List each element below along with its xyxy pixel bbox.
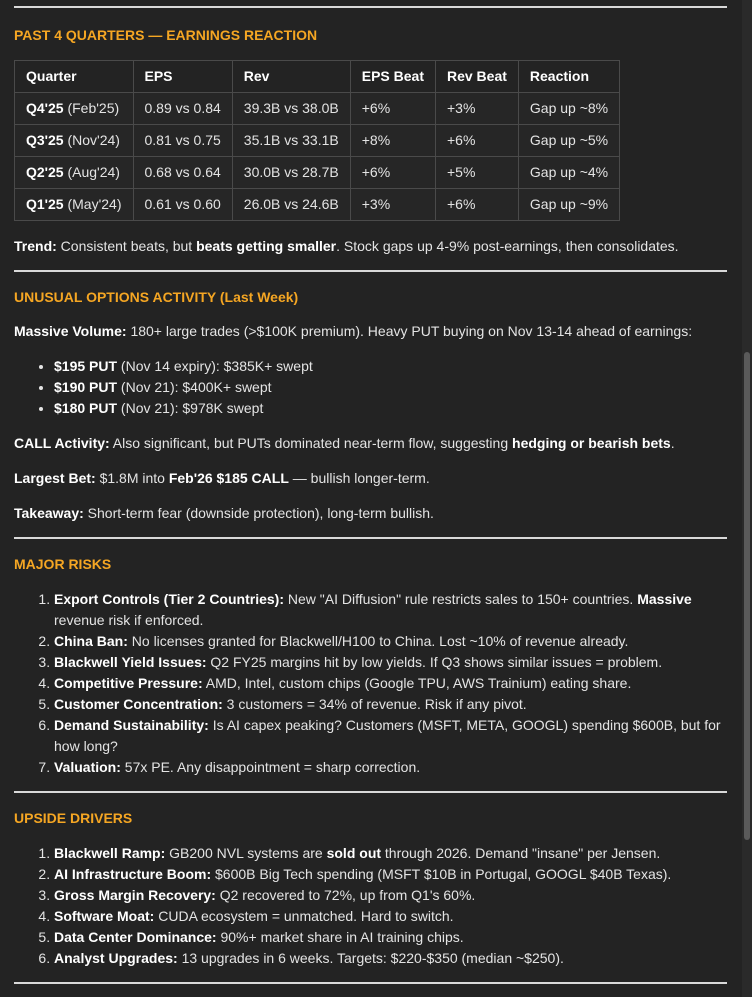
cell-rev-beat: +3%: [435, 93, 518, 125]
scrollbar-thumb[interactable]: [744, 352, 750, 840]
cell-rev-beat: +6%: [435, 125, 518, 157]
cell-reaction: Gap up ~5%: [518, 125, 619, 157]
col-header-eps: EPS: [133, 61, 232, 93]
col-header-quarter: Quarter: [15, 61, 134, 93]
cell-eps-beat: +8%: [350, 125, 435, 157]
risks-list: [14, 589, 727, 778]
list-item: 6. Analyst Upgrades: 13 upgrades in 6 weeks. Targets: $220-$350 (median ~$250).: [54, 948, 727, 969]
largest-bet-paragraph: Largest Bet: $1.8M into Feb'26 $185 CALL — bullish longer-term.: [14, 470, 430, 486]
table-row: [15, 189, 620, 221]
put-list: [14, 356, 727, 419]
cell-eps: 0.61 vs 0.60: [133, 189, 232, 221]
cell-quarter: Q2'25 (Aug'24): [15, 157, 134, 189]
earnings-table: [14, 60, 620, 221]
list-item: • $190 PUT (Nov 21): $400K+ swept: [54, 377, 727, 398]
cell-quarter: Q3'25 (Nov'24): [15, 125, 134, 157]
cell-reaction: Gap up ~4%: [518, 157, 619, 189]
col-header-rev: Rev: [232, 61, 350, 93]
col-header-eps-beat: EPS Beat: [350, 61, 435, 93]
cell-reaction: Gap up ~8%: [518, 93, 619, 125]
cell-eps: 0.89 vs 0.84: [133, 93, 232, 125]
divider: [14, 537, 727, 539]
list-item: • $195 PUT (Nov 14 expiry): $385K+ swept: [54, 356, 727, 377]
options-section-title: UNUSUAL OPTIONS ACTIVITY (Last Week): [14, 289, 299, 305]
volume-paragraph: Massive Volume: 180+ large trades (>$100K premium). Heavy PUT buying on Nov 13-14 ahead of earnings:: [14, 323, 693, 339]
list-item: 6. Demand Sustainability: Is AI capex peaking? Customers (MSFT, META, GOOGL) spending $600B, but for how long?: [54, 715, 727, 757]
list-item: 1. Export Controls (Tier 2 Countries): New "AI Diffusion" rule restricts sales to 150+ countries. Massive revenue risk if enforced.: [54, 589, 727, 631]
cell-eps-beat: +6%: [350, 93, 435, 125]
table-row: [15, 93, 620, 125]
upside-section-title: UPSIDE DRIVERS: [14, 810, 133, 826]
upside-list: [14, 843, 727, 969]
list-item: 7. Valuation: 57x PE. Any disappointment = sharp correction.: [54, 757, 727, 778]
list-item: 2. China Ban: No licenses granted for Blackwell/H100 to China. Lost ~10% of revenue already.: [54, 631, 727, 652]
list-item: 1. Blackwell Ramp: GB200 NVL systems are sold out through 2026. Demand "insane" per Jensen.: [54, 843, 727, 864]
cell-rev-beat: +5%: [435, 157, 518, 189]
cell-eps-beat: +6%: [350, 157, 435, 189]
takeaway-paragraph: Takeaway: Short-term fear (downside protection), long-term bullish.: [14, 505, 434, 521]
divider-top: [14, 6, 727, 8]
list-item: 3. Gross Margin Recovery: Q2 recovered to 72%, up from Q1's 60%.: [54, 885, 727, 906]
cell-rev: 26.0B vs 24.6B: [232, 189, 350, 221]
cell-reaction: Gap up ~9%: [518, 189, 619, 221]
divider: [14, 270, 727, 272]
cell-eps: 0.81 vs 0.75: [133, 125, 232, 157]
cell-rev-beat: +6%: [435, 189, 518, 221]
cell-quarter: Q1'25 (May'24): [15, 189, 134, 221]
call-activity-paragraph: CALL Activity: Also significant, but PUTs dominated near-term flow, suggesting hedging or bearish bets.: [14, 435, 675, 451]
table-row: [15, 125, 620, 157]
table-header-row: [15, 61, 620, 93]
scrollbar-track[interactable]: [742, 0, 752, 997]
cell-rev: 39.3B vs 38.0B: [232, 93, 350, 125]
document-body: [14, 0, 727, 984]
divider: [14, 791, 727, 793]
cell-eps: 0.68 vs 0.64: [133, 157, 232, 189]
cell-quarter: Q4'25 (Feb'25): [15, 93, 134, 125]
list-item: 5. Customer Concentration: 3 customers = 34% of revenue. Risk if any pivot.: [54, 694, 727, 715]
list-item: • $180 PUT (Nov 21): $978K swept: [54, 398, 727, 419]
col-header-rev-beat: Rev Beat: [435, 61, 518, 93]
divider-bottom: [14, 982, 727, 984]
list-item: 2. AI Infrastructure Boom: $600B Big Tech spending (MSFT $10B in Portugal, GOOGL $40B Texas).: [54, 864, 727, 885]
cell-eps-beat: +3%: [350, 189, 435, 221]
list-item: 5. Data Center Dominance: 90%+ market share in AI training chips.: [54, 927, 727, 948]
list-item: 3. Blackwell Yield Issues: Q2 FY25 margins hit by low yields. If Q3 shows similar issues = problem.: [54, 652, 727, 673]
trend-paragraph: Trend: Consistent beats, but beats getting smaller. Stock gaps up 4-9% post-earnings, then consolidates.: [14, 238, 679, 254]
cell-rev: 30.0B vs 28.7B: [232, 157, 350, 189]
risks-section-title: MAJOR RISKS: [14, 556, 112, 572]
cell-rev: 35.1B vs 33.1B: [232, 125, 350, 157]
list-item: 4. Software Moat: CUDA ecosystem = unmatched. Hard to switch.: [54, 906, 727, 927]
earnings-section-title: PAST 4 QUARTERS — EARNINGS REACTION: [14, 27, 318, 43]
col-header-reaction: Reaction: [518, 61, 619, 93]
table-row: [15, 157, 620, 189]
list-item: 4. Competitive Pressure: AMD, Intel, custom chips (Google TPU, AWS Trainium) eating share.: [54, 673, 727, 694]
